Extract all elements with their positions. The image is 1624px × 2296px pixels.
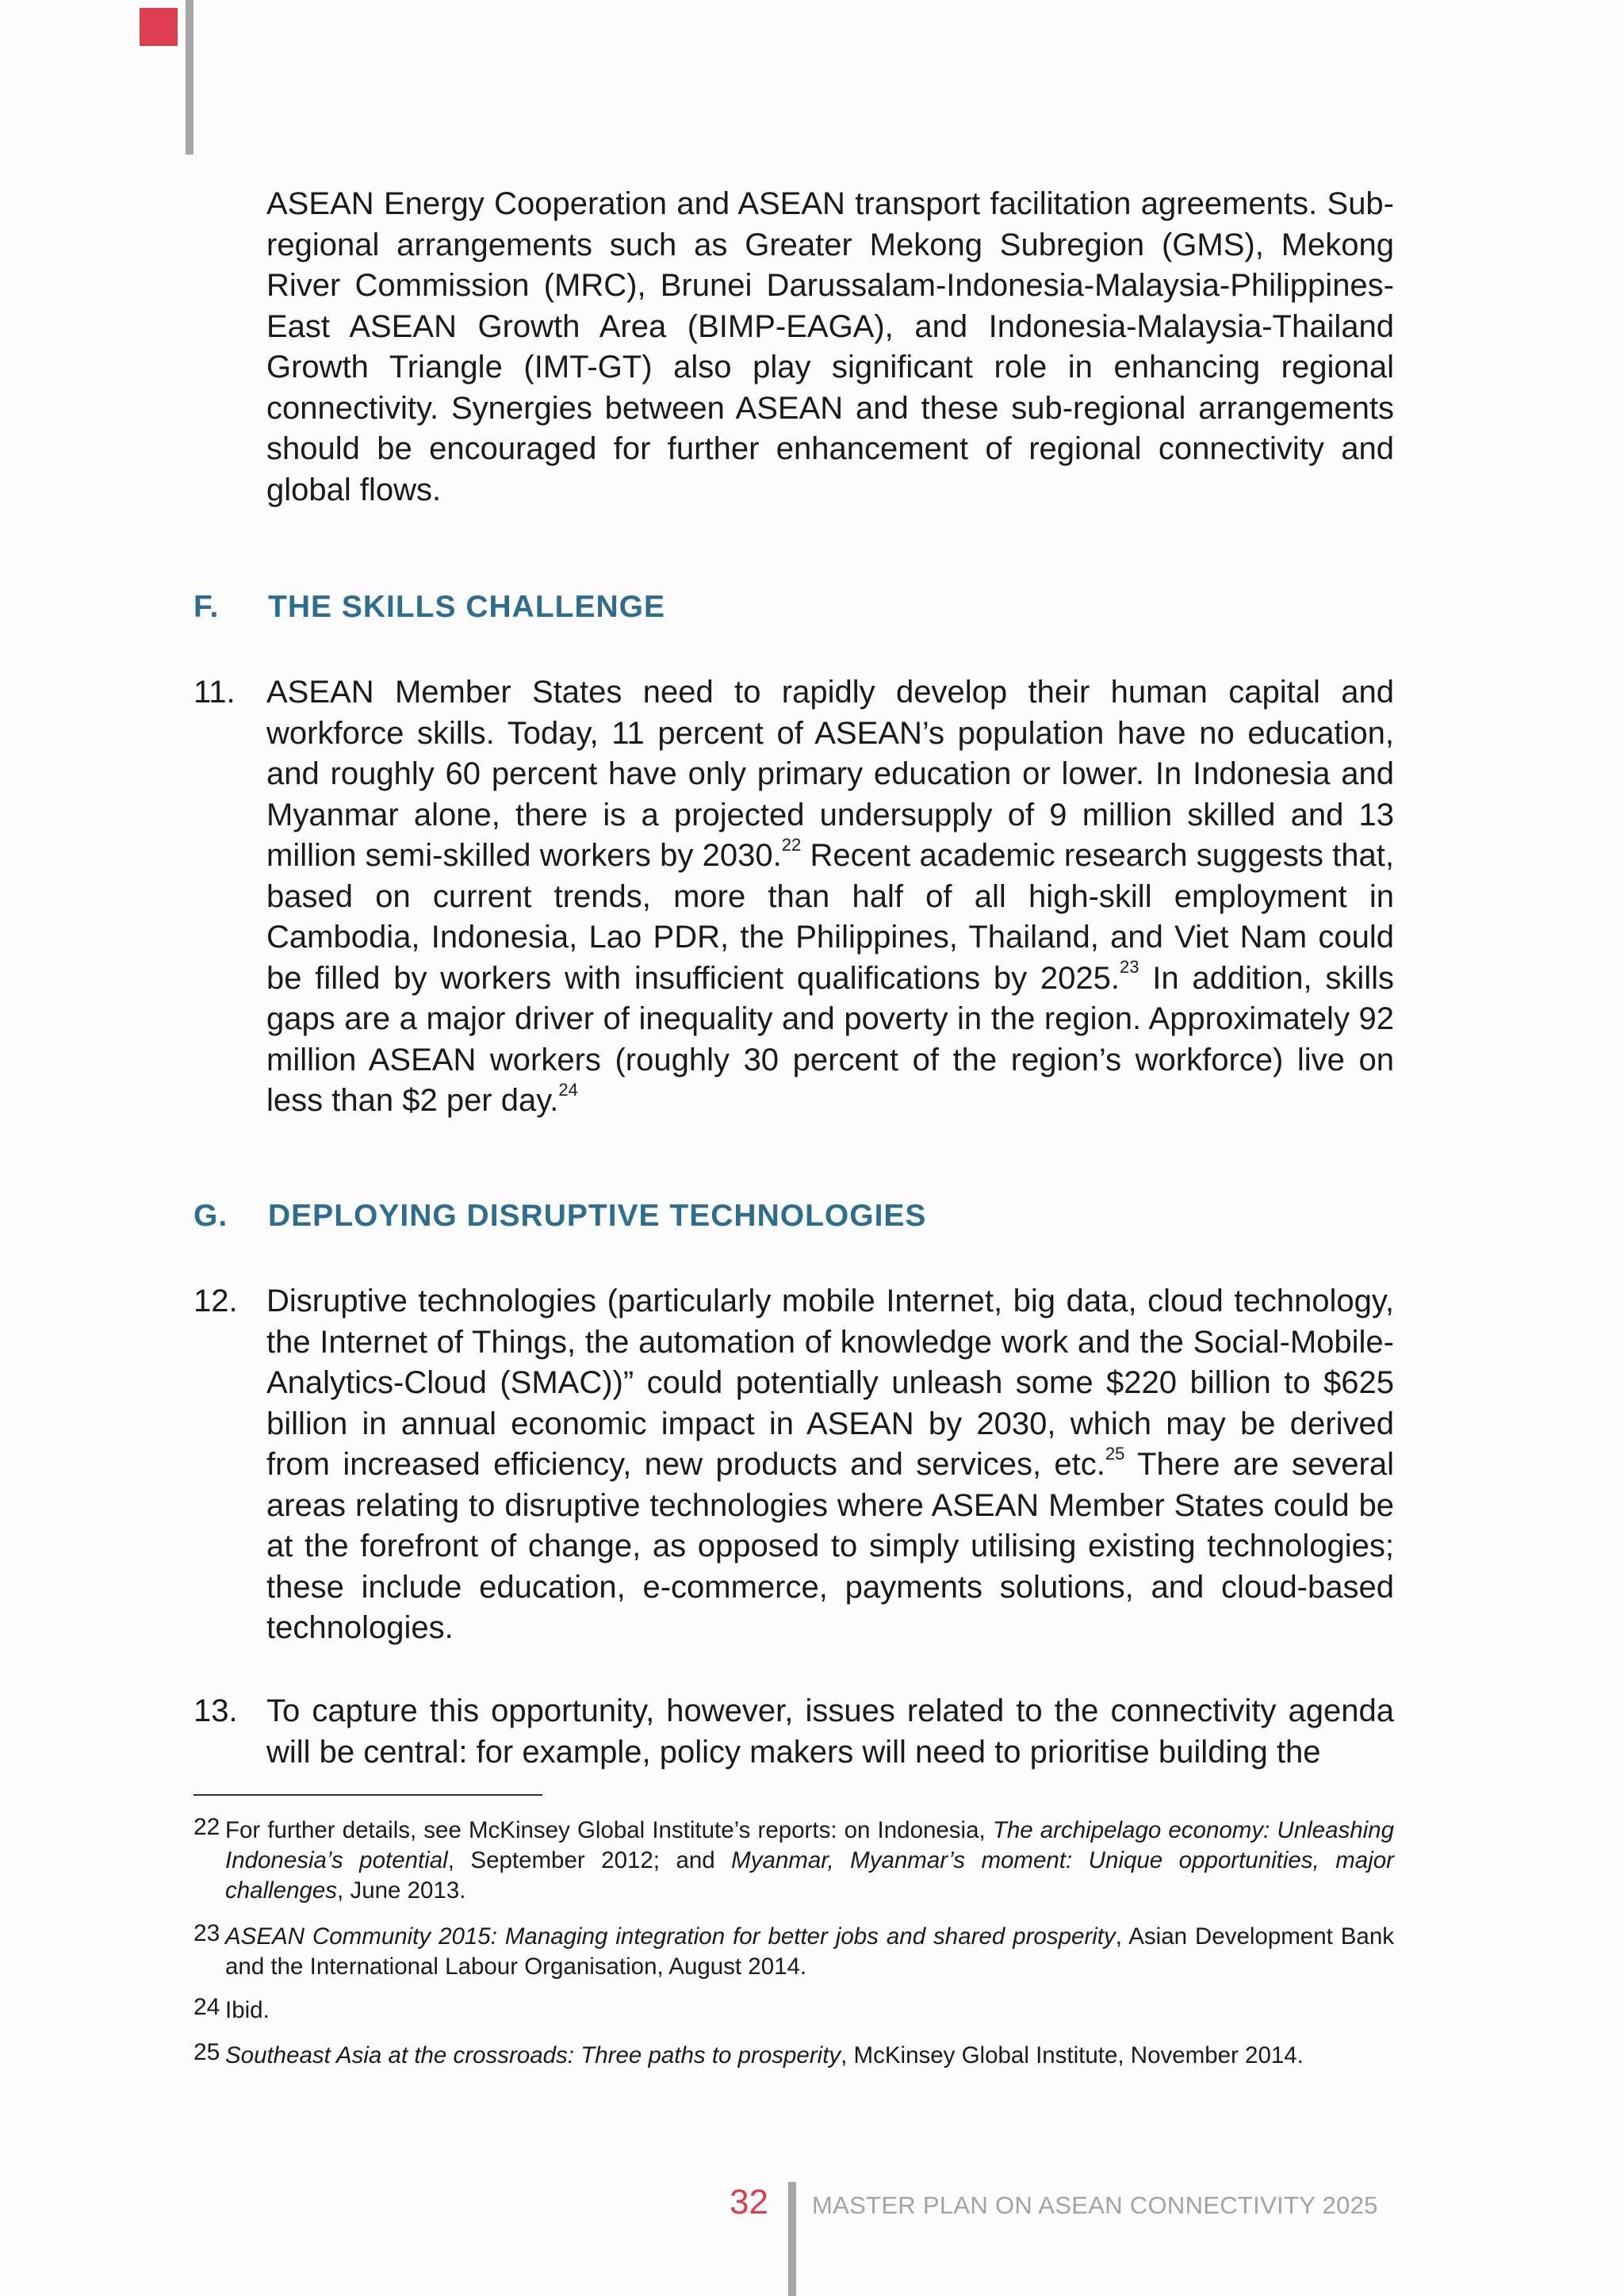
paragraph-text: Disruptive technologies (particularly mobile Internet, big data, cloud technology, the Internet of Things, the automation of knowledge work and the Social-Mobile-Analytics-Cloud (SMAC))” could potentially unleash some $220 billion to $625 billion in annual economic impact in ASEAN by 2030, which may be derived from increased efficiency, new products and services, etc.$^{25}$ There are several areas relating to disruptive technologies where ASEAN Member States could be at the forefront of change, as opposed to simply utilising existing technologies; these include education, e-commerce, payments solutions, and cloud-based technologies. [266,1284,1394,1645]
footnote-24 [193,1996,1394,2026]
page-number: 32 [730,2183,768,2221]
intro-paragraph: ASEAN Energy Cooperation and ASEAN transport facilitation agreements. Sub-regional arrangements such as Greater Mekong Subregion (GMS), Mekong River Commission (MRC), Brunei Darussalam-Indonesia-Malaysia-Philippines-East ASEAN Growth Area (BIMP-EAGA), and Indonesia-Malaysia-Thailand Growth Triangle (IMT-GT) also play significant role in enhancing regional connectivity. Synergies between ASEAN and these sub-regional arrangements should be encouraged for further enhancement of regional connectivity and global flows. [266,186,1394,507]
footer-divider-bar [788,2182,796,2296]
footer-title: MASTER PLAN ON ASEAN CONNECTIVITY 2025 [812,2191,1378,2219]
footnote-number: 24 [193,1994,220,2020]
paragraph-text: To capture this opportunity, however, issues related to the connectivity agenda will be central: for example, policy makers will need to prioritise building the [266,1693,1394,1770]
accent-square [140,8,178,46]
footnote-divider [193,1794,542,1796]
numbered-paragraph-11 [193,672,1394,1122]
numbered-paragraph-13 [193,1691,1394,1773]
footnote-number: 23 [193,1920,220,1946]
paragraph-number: 11. [193,675,236,710]
paragraph-number: 12. [193,1284,238,1318]
footnote-ref-24[interactable]: 24 [558,1079,578,1100]
numbered-paragraph-12 [193,1281,1394,1649]
footnote-number: 22 [193,1814,220,1840]
top-divider-bar [186,0,193,155]
section-title: THE SKILLS CHALLENGE [268,590,666,624]
footnote-ref-22[interactable]: 22 [781,834,802,855]
section-letter: G. [193,1199,228,1233]
intro-paragraph-block [266,184,1394,511]
footnote-22 [193,1816,1394,1906]
section-heading-g [193,1199,926,1234]
footnote-text: For further details, see McKinsey Global Institute’s reports: on Indonesia, The archipelago economy: Unleashing Indonesia’s potential, September 2012; and Myanmar, Myanmar’s moment: Unique opportunities, major challenges, June 2013. [225,1817,1394,1904]
paragraph-text: ASEAN Member States need to rapidly develop their human capital and workforce skills. Today, 11 percent of ASEAN’s population have no education, and roughly 60 percent have only primary education or lower. In Indonesia and Myanmar alone, there is a projected undersupply of 9 million skilled and 13 million semi-skilled workers by 2030.22 Recent academic research suggests that, based on current trends, more than half of all high-skill employment in Cambodia, Indonesia, Lao PDR, the Philippines, Thailand, and Viet Nam could be filled by workers with insufficient qualifications by 2025.23 In addition, skills gaps are a major driver of inequality and poverty in the region. Approximately 92 million ASEAN workers (roughly 30 percent of the region’s workforce) live on less than $2 per day.$^{24}$ [266,675,1394,1118]
footnote-25 [193,2041,1394,2071]
paragraph-number: 13. [193,1693,238,1728]
footnote-ref-25[interactable]: 25 [1105,1443,1125,1464]
footnote-text: ASEAN Community 2015: Managing integration for better jobs and shared prosperity, Asian Development Bank and the International Labour Organisation, August 2014. [225,1923,1394,1980]
footnote-ref-23[interactable]: 23 [1120,957,1139,978]
section-title: DEPLOYING DISRUPTIVE TECHNOLOGIES [268,1199,927,1233]
footnote-text: Southeast Asia at the crossroads: Three paths to prosperity, McKinsey Global Institute, November 2014. [225,2042,1304,2068]
section-letter: F. [193,590,220,624]
footnote-number: 25 [193,2039,220,2065]
footnote-23 [193,1922,1394,1982]
footnote-text: Ibid. [225,1997,270,2023]
section-heading-f [193,590,665,625]
